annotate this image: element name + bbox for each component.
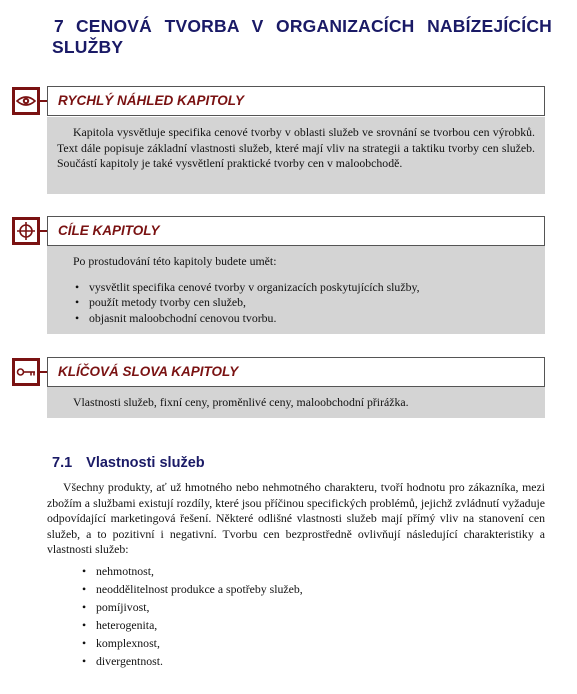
chapter-title xyxy=(52,16,552,58)
goals-list xyxy=(57,280,535,327)
goals-heading: CÍLE KAPITOLY xyxy=(47,216,545,246)
keywords-box xyxy=(47,387,545,418)
list-item: • heterogenita, xyxy=(82,616,522,634)
preview-heading: RYCHLÝ NÁHLED KAPITOLY xyxy=(47,86,545,116)
target-icon-box xyxy=(12,217,40,245)
chapter-title-text: CENOVÁ TVORBA V ORGANIZACÍCH NABÍZEJÍCÍCH SLUŽBY xyxy=(52,16,552,57)
list-item: • nehmotnost, xyxy=(82,562,522,580)
properties-list xyxy=(82,562,522,671)
section-number: 7.1 xyxy=(52,455,73,471)
list-item: • divergentnost. xyxy=(82,652,522,670)
goals-box xyxy=(47,246,545,334)
section-title-text: Vlastnosti služeb xyxy=(86,455,205,471)
preview-box xyxy=(47,117,545,194)
key-icon-box xyxy=(12,358,40,386)
list-item: • vysvětlit specifika cenové tvorby v organizacích poskytujících služby, xyxy=(75,280,535,296)
list-item: • komplexnost, xyxy=(82,634,522,652)
key-icon xyxy=(16,366,36,378)
target-crosshair-icon xyxy=(16,221,36,241)
list-item: • pomíjivost, xyxy=(82,598,522,616)
chapter-number: 7 xyxy=(54,16,64,36)
keywords-heading: KLÍČOVÁ SLOVA KAPITOLY xyxy=(47,357,545,387)
goals-intro: Po prostudování této kapitoly budete umět: xyxy=(73,254,277,268)
section-title xyxy=(52,455,205,471)
keywords-text: Vlastnosti služeb, fixní ceny, proměnlivé ceny, maloobchodní přirážka. xyxy=(73,395,409,409)
eye-icon-box xyxy=(12,87,40,115)
list-item: • neoddělitelnost produkce a spotřeby služeb, xyxy=(82,580,522,598)
list-item: • použít metody tvorby cen služeb, xyxy=(75,295,535,311)
list-item: • objasnit maloobchodní cenovou tvorbu. xyxy=(75,311,535,327)
preview-text: Kapitola vysvětluje specifika cenové tvorby v oblasti služeb ve srovnání se tvorbou cen výrobků. Text dále popisuje základní vlastnosti služeb, které mají vliv na strategii a taktiku tvorby cen služeb. Součástí kapitoly je také vysvětlení praktické tvorby cen v maloobchodě. xyxy=(57,125,535,170)
eye-icon xyxy=(16,94,36,108)
section-paragraph: Všechny produkty, ať už hmotného nebo nehmotného charakteru, tvoří hodnotu pro zákazníka, mezi zbožím a službami existují rozdíly, které jsou příčinou specifických problémů, jejichž zvládnutí vyžaduje odpovídající marketingová řešení. Některé odlišné vlastnosti služeb mají přímý vliv na stanovení cen služeb, a to pozitivní i negativní. Tvorbu cen bezprostředně ovlivňují následující charakteristiky a vlastnosti služeb: xyxy=(47,480,545,556)
